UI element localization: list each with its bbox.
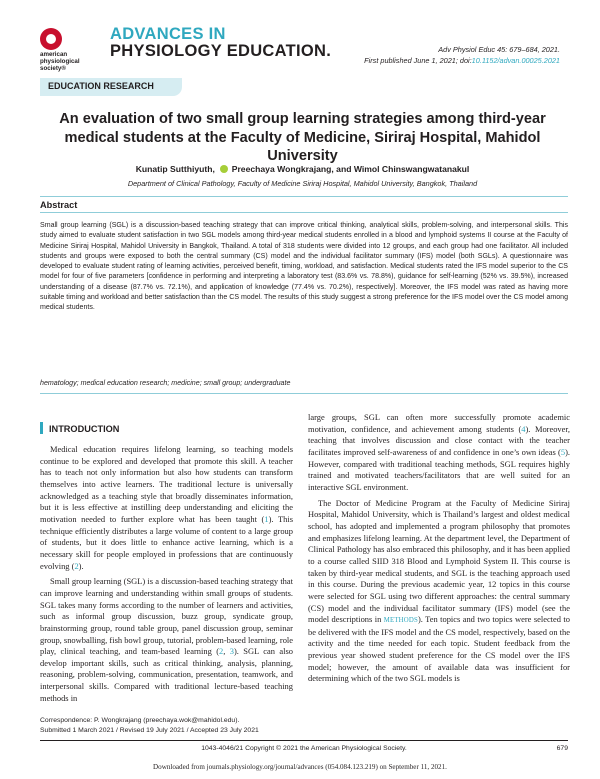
text-run: ). This technique efficiently distributes a large volume of content to a large group of students, but it does little to enhance active learning, which is a necessary skill for people employed in professions that are continuously evolving ( [40,513,293,571]
text-run: Small group learning (SGL) is a discussion-based teaching strategy that can improve learning and understanding within small groups of students. SGL takes many forms according to the number of learners and activities, such as informal group discussion, buzz group, syndicate group, brainstorming group, round table group, panel discussion group, seminar group, snowballing, fish bowl group, tutorial, problem-based learning, role play, clinical teaching, and team-based learning ( [40,576,293,657]
citation: Adv Physiol Educ 45: 679–684, 2021. [438,45,560,54]
abstract-heading: Abstract [40,200,78,210]
publisher-logo [40,28,106,70]
reference-link[interactable]: 1 [264,513,269,524]
introduction-heading-label: INTRODUCTION [49,424,120,434]
author-list [40,164,565,174]
text-run: ). However, compared with traditional teaching methods, SGL requires highly trained and motivated teachers/facilitators that are well suited for an interactive SGL environment. [308,446,570,492]
text-run: The Doctor of Medicine Program at the Faculty of Medicine Siriraj Hospital, Mahidol University, which is Thailand’s largest and oldest medical school, has adopted and implemented a program philosophy that promotes and emphasizes lifelong learning. At the department level, the Department of Clinical Pathology has also embraced this philosophy, and it has been applied to a course called SIID 318 Blood and Lymphoid System II. This course is taken by third-year medical students, and SGL is the teaching approach used in this course. During the previous academic year, 12 topics in this course were selected for SGL using two different approaches: the central summary (CS) model and the individual facilitator summary (IFS) model (see the model descriptions in [308,497,570,625]
left-column [40,444,293,708]
divider [40,196,568,197]
doi-link[interactable]: 10.1152/advan.00025.2021 [471,56,560,65]
publisher-name [40,52,106,72]
section-tag: EDUCATION RESEARCH [40,78,182,96]
author: Preechaya Wongkrajang, [231,164,334,174]
reference-link[interactable]: 4 [521,423,526,434]
text-run: Medical education requires lifelong learning, so teaching models continue to be explored and developed that promote this skill. A teacher has to teach not only information but also how students can transform themselves into active learners. The traditional lecture is universally acknowledged as a teaching style that broadly disseminates information, but it is less effective at instilling deep understanding and eliciting the motivation needed to further explore what has been taught ( [40,444,293,524]
author: and Wimol Chinswangwatanakul [336,164,470,174]
footer-divider [40,740,568,741]
publisher-line: society® [40,64,66,72]
section-link[interactable]: METHODS [383,617,418,625]
right-column [308,412,570,689]
page-number: 679 [556,745,568,752]
text-run: ). [78,560,84,571]
correspondence: Correspondence: P. Wongkrajang (preechaya.wok@mahidol.edu). [40,717,240,724]
author: Kunatip Sutthiyuth, [135,164,215,174]
abstract-text: Small group learning (SGL) is a discussion-based teaching strategy that can improve critical thinking, analytical skills, problem-solving, and interpersonal skills. This study aimed to evaluate student satisfaction in two SGL models among third-year medical students enrolled in a blood and lymphoid systems II course at the Faculty of Medicine Siriraj Hospital, Mahidol University in Bangkok, Thailand. A total of 318 students were divided into 12 groups, and each group had one facilitator. All included students and groups were exposed to both the central summary (CS) model and the individual facilitator summary (IFS) model (both SGLs). A questionnaire was developed to evaluate student rating of learning activities, perceived benefit, timing, workload, and satisfaction. Medical students rated the IFS model superior to the CS model for four of five parameters [confidence in performing and interpreting a laboratory test (83.6% vs. 78.8%), guidance for self-learning (52% vs. 39.5%), increased understanding of a disease (87.7% vs. 72.1%), and application of knowledge (77.4% vs. 70.2%), respectively]. Moreover, the IFS model was rated as having more suitable timing and workload and better satisfaction than the CS model. The results of this study suggest a strong preference for the IFS model over the CS model among medical students. [40,222,568,312]
orcid-icon[interactable] [220,165,228,173]
publisher-line: american [40,51,68,58]
text-run: ). SGL can also develop important skills, such as critical thinking, analysis, planning, reasoning, problem-solving, communication, presentation, teamwork, and interpersonal skills. Compared with traditional lecture-based teaching methods in [40,646,293,703]
reference-link[interactable]: 5 [560,446,566,457]
download-notice: Downloaded from journals.physiology.org/journal/advances (054.084.123.219) on September 11, 2021. [153,763,447,771]
text-run: ). Ten topics and two topics were selected to be delivered with the IFS model and the CS model, respectively, based on the activity and the time needed for each topic. Student feedback from the previous year showed student preference for the CS model over the IFS model; however, the amount of available data was insufficient for determining which of the two SGL models is [308,614,570,684]
publisher-line: physiological [40,57,80,65]
paragraph [40,576,293,704]
article-title: An evaluation of two small group learning strategies among third-year medical students at the Faculty of Medicine, Siriraj Hospital, Mahidol University [59,111,546,164]
paragraph [308,412,570,494]
citation-block [364,44,560,66]
journal-title-line2: PHYSIOLOGY EDUCATION. [110,42,332,60]
text-run: ). Moreover, teaching that involves discussion and close contact with the teacher facilitates improved self-awareness of and confidence in one’s own ideas ( [308,423,570,457]
copyright: 1043-4046/21 Copyright © 2021 the American Physiological Society. [201,745,407,752]
footnotes [40,716,259,736]
paragraph [40,444,293,572]
paragraph [308,498,570,686]
journal-title [110,26,331,60]
reference-link[interactable]: 2 [74,560,79,571]
text-run: , [223,646,230,657]
reference-link[interactable]: 2 [219,646,224,657]
introduction-heading [40,422,119,434]
divider [40,393,568,394]
affiliation: Department of Clinical Pathology, Faculty of Medicine Siriraj Hospital, Mahidol University, Bangkok, Thailand [127,179,478,188]
first-published: First published June 1, 2021; doi: [364,56,472,65]
publication-info [364,55,560,66]
reference-link[interactable]: 3 [229,646,234,657]
journal-title-line1: ADVANCES IN [110,25,226,43]
aps-logo-icon [40,28,62,50]
heading-accent-bar [40,422,43,434]
text-run: large groups, SGL can often more successfully promote academic motivation, confidence, and achievement among students ( [308,412,570,434]
keywords: hematology; medical education research; medicine; small group; undergraduate [40,379,291,387]
submission-dates: Submitted 1 March 2021 / Revised 19 July 2021 / Accepted 23 July 2021 [40,727,259,735]
divider [40,212,568,213]
